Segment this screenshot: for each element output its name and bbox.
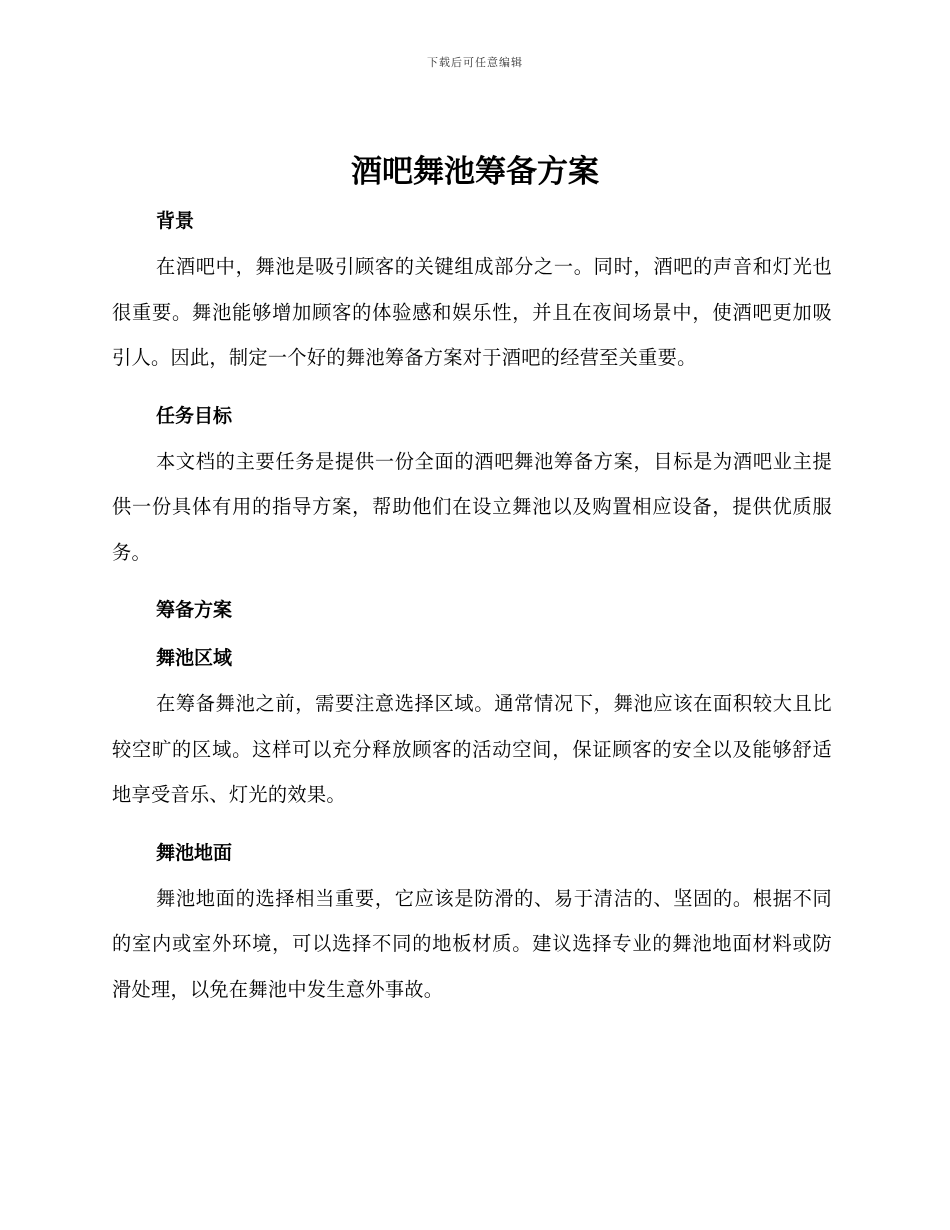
paragraph-area: 在筹备舞池之前，需要注意选择区域。通常情况下，舞池应该在面积较大且比较空旷的区域。这样可以充分释放顾客的活动空间，保证顾客的安全以及能够舒适地享受音乐、灯光的效果。 bbox=[112, 692, 832, 806]
document-body bbox=[112, 198, 832, 1024]
document-title: 酒吧舞池筹备方案 bbox=[351, 154, 599, 190]
section-heading-goal: 任务目标 bbox=[156, 404, 233, 427]
section-heading-floor: 舞池地面 bbox=[156, 841, 233, 864]
paragraph-goal: 本文档的主要任务是提供一份全面的酒吧舞池筹备方案，目标是为酒吧业主提供一份具体有用的指导方案，帮助他们在设立舞池以及购置相应设备，提供优质服务。 bbox=[112, 449, 832, 564]
paragraph-floor: 舞池地面的选择相当重要，它应该是防滑的、易于清洁的、坚固的。根据不同的室内或室外环境，可以选择不同的地板材质。建议选择专业的舞池地面材料或防滑处理，以免在舞池中发生意外事故。 bbox=[112, 886, 832, 1001]
section-heading-plan: 筹备方案 bbox=[156, 599, 233, 621]
section-heading-area: 舞池区域 bbox=[156, 647, 233, 669]
paragraph-background: 在酒吧中，舞池是吸引顾客的关键组成部分之一。同时，酒吧的声音和灯光也很重要。舞池能够增加顾客的体验感和娱乐性，并且在夜间场景中，使酒吧更加吸引人。因此，制定一个好的舞池筹备方案对于酒吧的经营至关重要。 bbox=[112, 255, 832, 369]
section-heading-background: 背景 bbox=[156, 210, 195, 232]
header-note: 下载后可任意编辑 bbox=[427, 56, 523, 69]
